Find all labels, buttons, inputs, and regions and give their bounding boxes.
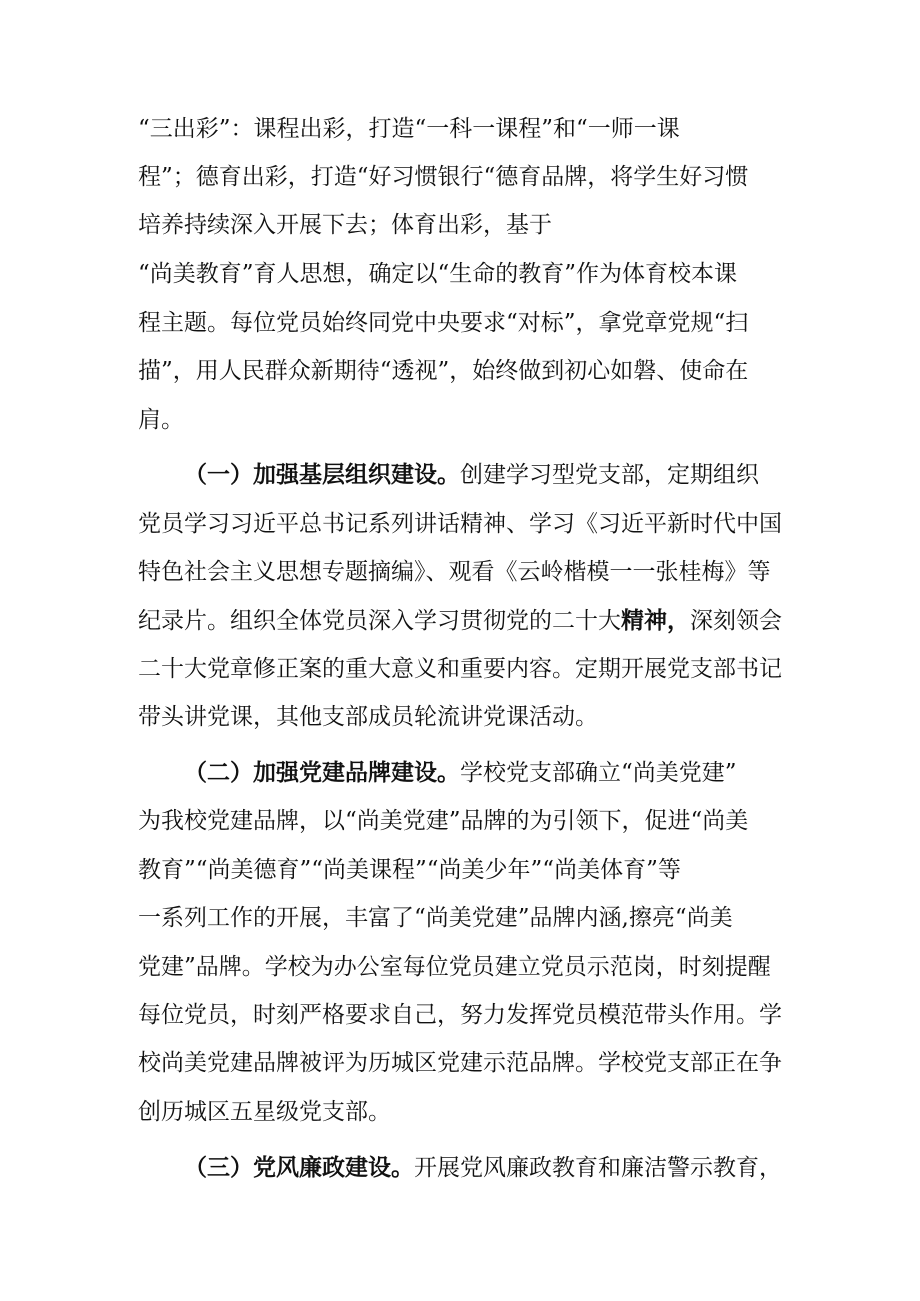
section2-line-8: 创历城区五星级党支部。: [138, 1099, 391, 1125]
section3-line1-text: 开展党风廉政教育和廉洁警示教育，: [414, 1155, 782, 1181]
intro-line-1: “三出彩”：课程出彩，打造“一科一课程”和“一师一课: [138, 116, 680, 142]
section2-line1-text: 学校党支部确立“尚美党建”: [460, 760, 737, 786]
section1-line-5: 二十大党章修正案的重大意义和重要内容。定期开展党支部书记: [138, 656, 782, 682]
section2-line-3: 教育”“尚美德育”“尚美课程”“尚美少年”“尚美体育”等: [138, 857, 681, 883]
section1-line1-text: 创建学习型党支部，定期组织: [460, 462, 759, 488]
section2-line-4: 一系列工作的开展，丰富了“尚美党建”品牌内涵,擦亮“尚美: [138, 905, 733, 931]
section1-line-3: 特色社会主义思想专题摘编》、观看《云岭楷模一一张桂梅》等: [138, 559, 771, 585]
intro-line-4: “尚美教育”育人思想，确定以“生命的教育”作为体育校本课: [138, 261, 738, 287]
section1-heading: （一）加强基层组织建设。: [184, 461, 460, 488]
section1-line4-bold: 精神，: [621, 607, 690, 634]
intro-line-7: 肩。: [138, 407, 184, 433]
section2-line-6: 每位党员，时刻严格要求自己，努力发挥党员模范带头作用。学: [138, 1002, 782, 1028]
section1-line-6: 带头讲党课，其他支部成员轮流讲党课活动。: [138, 704, 598, 730]
intro-line-5: 程主题。每位党员始终同党中央要求“对标”，拿党章党规“扫: [138, 310, 749, 336]
section1-line4-pre: 纪录片。组织全体党员深入学习贯彻党的二十大: [138, 608, 621, 634]
section2-heading: （二）加强党建品牌建设。: [184, 759, 460, 786]
section3-heading: （三）党风廉政建设。: [184, 1154, 414, 1181]
intro-line-6: 描”，用人民群众新期待“透视”，始终做到初心如磐、使命在: [138, 358, 749, 384]
intro-line-3: 培养持续深入开展下去；体育出彩，基于: [138, 212, 552, 238]
section2-line-5: 党建”品牌。学校为办公室每位党员建立党员示范岗，时刻提醒: [138, 954, 771, 980]
section1-line-4: [138, 606, 788, 636]
section2-line-7: 校尚美党建品牌被评为历城区党建示范品牌。学校党支部正在争: [138, 1050, 782, 1076]
intro-line-2: 程”；德育出彩，打造“好习惯银行“德育品牌，将学生好习惯: [138, 164, 749, 190]
section1-line-2: 党员学习习近平总书记系列讲话精神、学习《习近平新时代中国: [138, 511, 782, 537]
section1-first-line: [184, 460, 788, 490]
section1-line4-post: 深刻领会: [690, 608, 782, 634]
section2-first-line: [184, 758, 788, 788]
section3-first-line: [184, 1153, 788, 1183]
section2-line-2: 为我校党建品牌，以“尚美党建”品牌的为引领下，促进“尚美: [138, 808, 749, 834]
